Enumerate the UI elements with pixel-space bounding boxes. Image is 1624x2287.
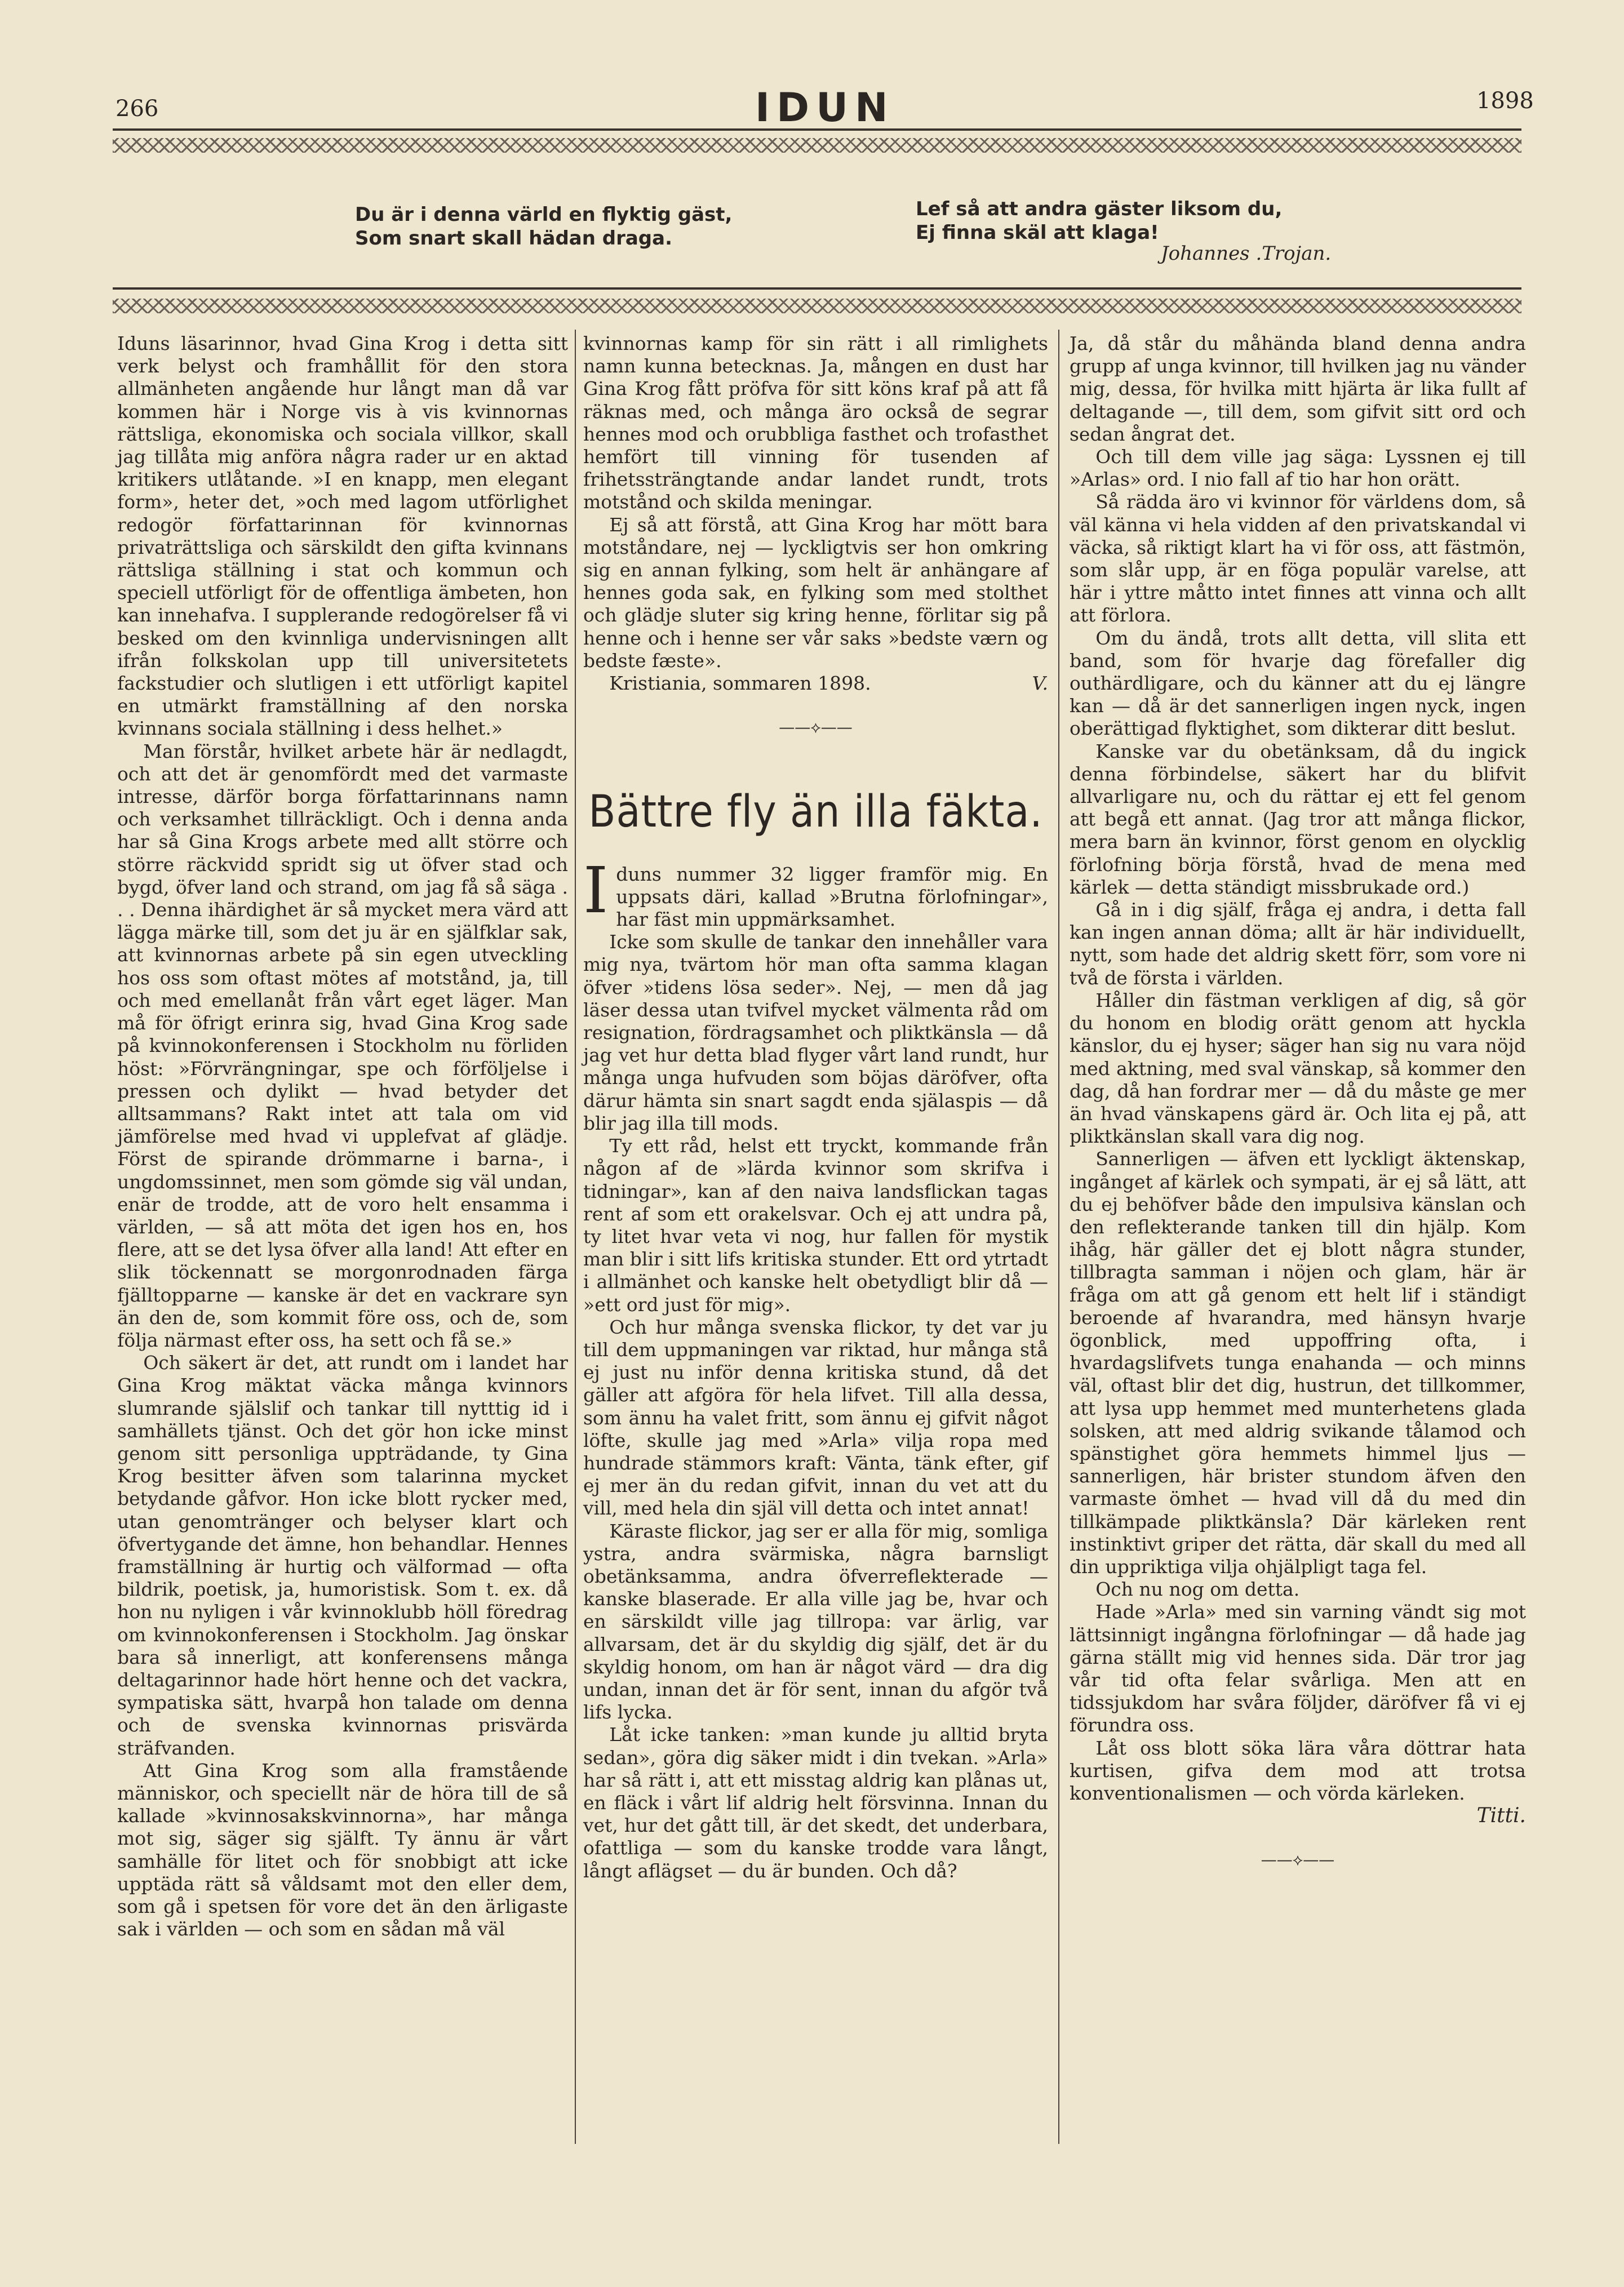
paragraph: Låt icke tanken: »man kunde ju alltid bryta sedan», göra dig säker midt i din tvekan. »Arla» har så rätt i, att ett misstag aldrig kan plånas ut, en fläck i vårt lif aldrig helt försvinna. Innan du vet, hur det gått till, är det skedt, det underbara, ofattliga — som du kanske trodde vara långt, långt aflägset — du är bunden. Och då? [583, 1724, 1048, 1882]
paragraph: Håller din fästman verkligen af dig, så gör du honom en blodig orätt genom att hyckla känslor, du ej hyser; säger han sig nu vara nöjd med aktning, med sval vänskap, så kommer den dag, då han fordrar mer — då du måste ge mer än hvad vänskapens gärd är. Och lita ej på, att pliktkänslan skall vara dig nog. [1070, 989, 1526, 1148]
paragraph-with-dropcap [583, 854, 1048, 931]
motto-left [355, 203, 732, 250]
paragraph: Så rädda äro vi kvinnor för världens dom, så väl känna vi hela vidden af den privatskandal vi väcka, så riktigt klart ha vi för oss, att fästmön, som slår upp, är en föga populär varelse, att här i yttre måtto intet finnes att vinna och allt att förlora. [1070, 491, 1526, 627]
paragraph: Iduns läsarinnor, hvad Gina Krog i detta sitt verk belyst och framhållit för den stora allmänheten angående hur långt man då var kommen här i Norge vis à vis kvinnornas rättsliga, ekonomiska och sociala villkor, skall jag tillåta mig anföra några rader ur en aktad kritikers utlåtande. »I en knapp, men elegant form», heter det, »och med lagom utförlighet redogör författarinnan för kvinnornas privaträttsliga och särskildt den gifta kvinnans rättsliga ställning i stat och kommun och speciell utförligt för de offentliga ämbeten, hon kan innehafva. I supplerande redogörelser få vi besked om den kvinnliga undervisningen allt ifrån folkskolan upp till universitetets fackstudier och slutligen i ett utförligt kapitel en utmärkt framställning af den norska kvinnans sociala ställning i dess helhet.» [117, 332, 568, 740]
page-number: 266 [116, 96, 159, 122]
motto-right [916, 197, 1282, 245]
paragraph: Och nu nog om detta. [1095, 1578, 1300, 1601]
place-date-line [583, 672, 1048, 695]
end-divider: ——⟡—— [1261, 1850, 1335, 1869]
paragraph: Ty ett råd, helst ett tryckt, kommande från någon af de »lärda kvinnor som skrifva i tidningar», kan af den naiva landsflickan tagas rent af som ett orakelsvar. Och ej att undra på, ty litet hvar veta vi nog, hur fallen för mystik man blir i sitt lifs kritiska stunder. Ett ord ytrtadt i allmänhet och kanske helt obetydligt blir då — »ett ord just för mig». [583, 1135, 1048, 1316]
column-separator-1 [575, 330, 576, 2144]
motto-left-line-2: Som snart skall hädan draga. [355, 227, 673, 250]
dropcap-letter: I [583, 854, 609, 927]
dropcap-paragraph-text: duns nummer 32 ligger framför mig. En uppsats däri, kallad »Brutna förlofningar», har fäst min uppmärksamhet. [616, 863, 1048, 931]
paragraph: Kanske var du obetänksam, då du ingick denna förbindelse, säkert har du blifvit allvarligare nu, och du rättar ej ett fel genom att begå ett annat. (Jag tror att många flickor, mera barn än kvinnor, först genom en olycklig förlofning börja förstå, hvad de mena med kärlek — detta ständigt missbrukade ord.) [1070, 740, 1526, 898]
column-3 [1070, 332, 1526, 1893]
motto-right-line-1: Lef så att andra gäster liksom du, [916, 198, 1283, 220]
place-signature: V. [1032, 672, 1048, 695]
article-signature: Titti. [1476, 1804, 1526, 1828]
paragraph: Att Gina Krog som alla framstående människor, och speciellt när de höra till de så kallade »kvinnosakskvinnorna», har många mot sig, säger sig själft. Ty ännu är vårt samhälle för litet och för snobbigt att icke upptäda rätt så våldsamt mot den eller dem, som gå i spetsen för vore det än den ärligaste sak i världen — och som en sådan må väl [117, 1759, 568, 1940]
paragraph: Ja, då står du måhända bland denna andra grupp af unga kvinnor, till hvilken jag nu vänder mig, dessa, för hvilka mitt hjärta är lika fullt af deltagande —, till dem, som gifvit sitt ord och sedan ångrat det. [1070, 332, 1526, 445]
header-rule [113, 128, 1521, 131]
paragraph: Ej så att förstå, att Gina Krog har mött bara motståndare, nej — lyckligtvis ser hon omkring sig en annan fylking, som helt är anhängare af hennes goda sak, en fylking som med stolthet och glädje sluter sig kring henne, förlitar sig på henne och i henne ser vår saks »bedste værn og bedste fæste». [583, 513, 1048, 672]
article-heading: Bättre fly än illa fäkta. [588, 787, 1043, 838]
column-2 [583, 332, 1048, 1882]
year: 1898 [1476, 88, 1534, 114]
paragraph: Om du ändå, trots allt detta, vill slita ett band, som för hvarje dag förefaller dig outhärdligare, och du känner att du ej längre kan — då är det sannerligen ingen nyck, ingen oberättigad flyktighet, som dikterar ditt beslut. [1070, 627, 1526, 740]
paragraph: Och till dem ville jag säga: Lyssnen ej till »Arlas» ord. I nio fall af tio har hon orätt. [1070, 446, 1526, 491]
section-divider: ——⟡—— [779, 718, 853, 737]
place-date: Kristiania, sommaren 1898. [609, 672, 871, 695]
paragraph: Icke som skulle de tankar den innehåller vara mig nya, tvärtom hör man ofta samma klagan öfver »tidens lösa seder». Nej, — men då jag läser dessa utan tvifvel mycket välmenta råd om resignation, fördragsamhet och pliktkänsla — då jag vet hur detta blad flyger vårt land rundt, hur många unga hufvuden som böjas däröfver, ofta därur hämta sin snart sagdt enda själaspis — då blir jag illa till mods. [583, 931, 1048, 1134]
paragraph: kvinnornas kamp för sin rätt i all rimlighets namn kunna betecknas. Ja, mången en dust har Gina Krog fått pröfva för sitt köns kraf på att få räknas med, och många äro också de segrar hennes mod och orubbliga fasthet och trofasthet hemfört till vinning för tusenden af frihetssträngtande andar landet rundt, trots motstånd och skilda meningar. [583, 332, 1048, 513]
masthead-title: IDUN [755, 85, 895, 131]
motto-signature: Johannes .Trojan. [1161, 242, 1332, 265]
paragraph: Låt oss blott söka lära våra döttrar hata kurtisen, gifva dem mod att trotsa konventionalismen — och vörda kärleken. [1070, 1737, 1526, 1804]
motto-rule [113, 287, 1521, 290]
paragraph: Sannerligen — äfven ett lyckligt äktenskap, ingånget af kärlek och sympati, är ej så lätt, att du ej behöfver både den impulsiva känslan och den reflekterande tanken till din hjälp. Kom ihåg, här gäller det ej blott några stunder, tillbragta samman i nöjen och glam, här är fråga om att gå genom ett helt lif i ständigt beroende af hvarandra, med hänsyn hvarje ögonblick, med uppoffring ofta, i hvardagslifvets tunga enahanda — och minns väl, oftast blir det dig, hustrun, det tillkommer, att lysa upp hemmet med munterhetens glada solsken, att med aldrig svikande tålamod och spänstighet göra hemmets himmel ljus — sannerligen, här brister stundom äfven den varmaste ömhet — hvad vill då du med din tillkämpade pliktkänsla? Där kärleken rent instinktivt griper det rätta, där skall du med all din uppriktiga vilja ohjälpligt taga fel. [1070, 1148, 1526, 1578]
motto-left-line-1: Du är i denna värld en flyktig gäst, [355, 203, 733, 226]
paragraph: Och hur många svenska flickor, ty det var ju till dem uppmaningen var riktad, hur många stå ej just nu inför denna kritiska stund, då det gäller att afgöra för hela lifvet. Till alla dessa, som ännu ha valet fritt, som ännu ej gifvit något löfte, skulle jag med »Arla» vilja ropa med hundrade stämmors kraft: Vänta, tänk efter, gif ej mer än du redan gifvit, innan du vet att du vill, med hela din själ vill detta och intet annat! [583, 1316, 1048, 1520]
paragraph: Man förstår, hvilket arbete här är nedlagdt, och att det är genomfördt med det varmaste intresse, därför borga författarinnans namn och verksamhet tillräckligt. Och i denna anda har så Gina Krogs arbete med allt större och större räckvidd spridt sig ut öfver stad och bygd, öfver land och strand, om jag få så säga . . . Denna ihärdighet är så mycket mera värd att lägga märke till, som det ju är en själfklar sak, att kvinnornas arbete på sin egen utveckling hos oss som oftast mötes af motstånd, ja, till och med emellanåt från vårt eget läger. Man må för öfrigt erinra sig, hvad Gina Krog sade på kvinnokonferensen i Stockholm nu förliden höst: »Förvrängningar, spe och förföljelse i pressen och dylikt — hvad betyder det alltsammans? Rakt intet att tala om vid jämförelse med hvad vi upplefvat af glädje. Först de spirande drömmarne i barna-, i ungdomssinnet, men som gömde sig väl undan, enär de trodde, att de voro helt ensamma i världen, — så att möta det igen hos en, hos flere, att se det lysa öfver alla land! Att efter en slik töckennatt se morgonrodnaden färga fjälltopparne — kanske är det en vackrare syn än den de, som kommit före oss, och de, som följa närmast efter oss, ha sett och få se.» [117, 740, 568, 1351]
column-1 [117, 332, 568, 1940]
column-separator-2 [1058, 330, 1059, 2144]
paragraph: Hade »Arla» med sin varning vändt sig mot lättsinnigt ingångna förlofningar — då hade jag gärna ställt mig vid hennes sida. Där tror jag vår tid ofta felar svårliga. Men att en tidssjukdom har svåra följder, däröfver få vi ej förundra oss. [1070, 1601, 1526, 1737]
paragraph: Gå in i dig själf, fråga ej andra, i detta fall kan ingen annan döma; allt är här individuellt, nytt, som hade det aldrig skett förr, som vore ni två de första i världen. [1070, 899, 1526, 989]
ornament-border-top [113, 138, 1521, 153]
paragraph: Och säkert är det, att rundt om i landet har Gina Krog mäktat väcka många kvinnors slumrande själslif och tankar till nytttig id i samhällets tjänst. Och det gör hon icke minst genom sitt personliga uppträdande, ty Gina Krog besitter äfven som talarinna mycket betydande gåfvor. Hon icke blott rycker med, utan genomtränger och belyser klart och öfvertygande det ämne, hon behandlar. Hennes framställning är hurtig och välformad — ofta bildrik, poetisk, ja, humoristisk. Som t. ex. då hon nu nyligen i vår kvinnoklubb höll föredrag om kvinnokonferensen i Stockholm. Jag önskar bara så innerligt, att konferensens många deltagarinnor hade hört henne och det vackra, sympatiska sätt, hvarpå hon talade om denna och de svenska kvinnornas prisvärda sträfvanden. [117, 1352, 568, 1759]
paragraph: Käraste flickor, jag ser er alla för mig, somliga ystra, andra svärmiska, några barnsligt obetänksamma, andra öfverreflekterade — kanske blaserade. Er alla ville jag be, hvar och en särskildt ville jag tillropa: var ärlig, var allvarsam, det är du skyldig dig själf, det är du skyldig honom, om han är något värd — dra dig undan, innan det är för sent, innan du afgör två lifs lycka. [583, 1520, 1048, 1724]
ornament-border-bottom [113, 299, 1521, 313]
motto-right-line-2: Ej finna skäl att klaga! [916, 221, 1159, 244]
